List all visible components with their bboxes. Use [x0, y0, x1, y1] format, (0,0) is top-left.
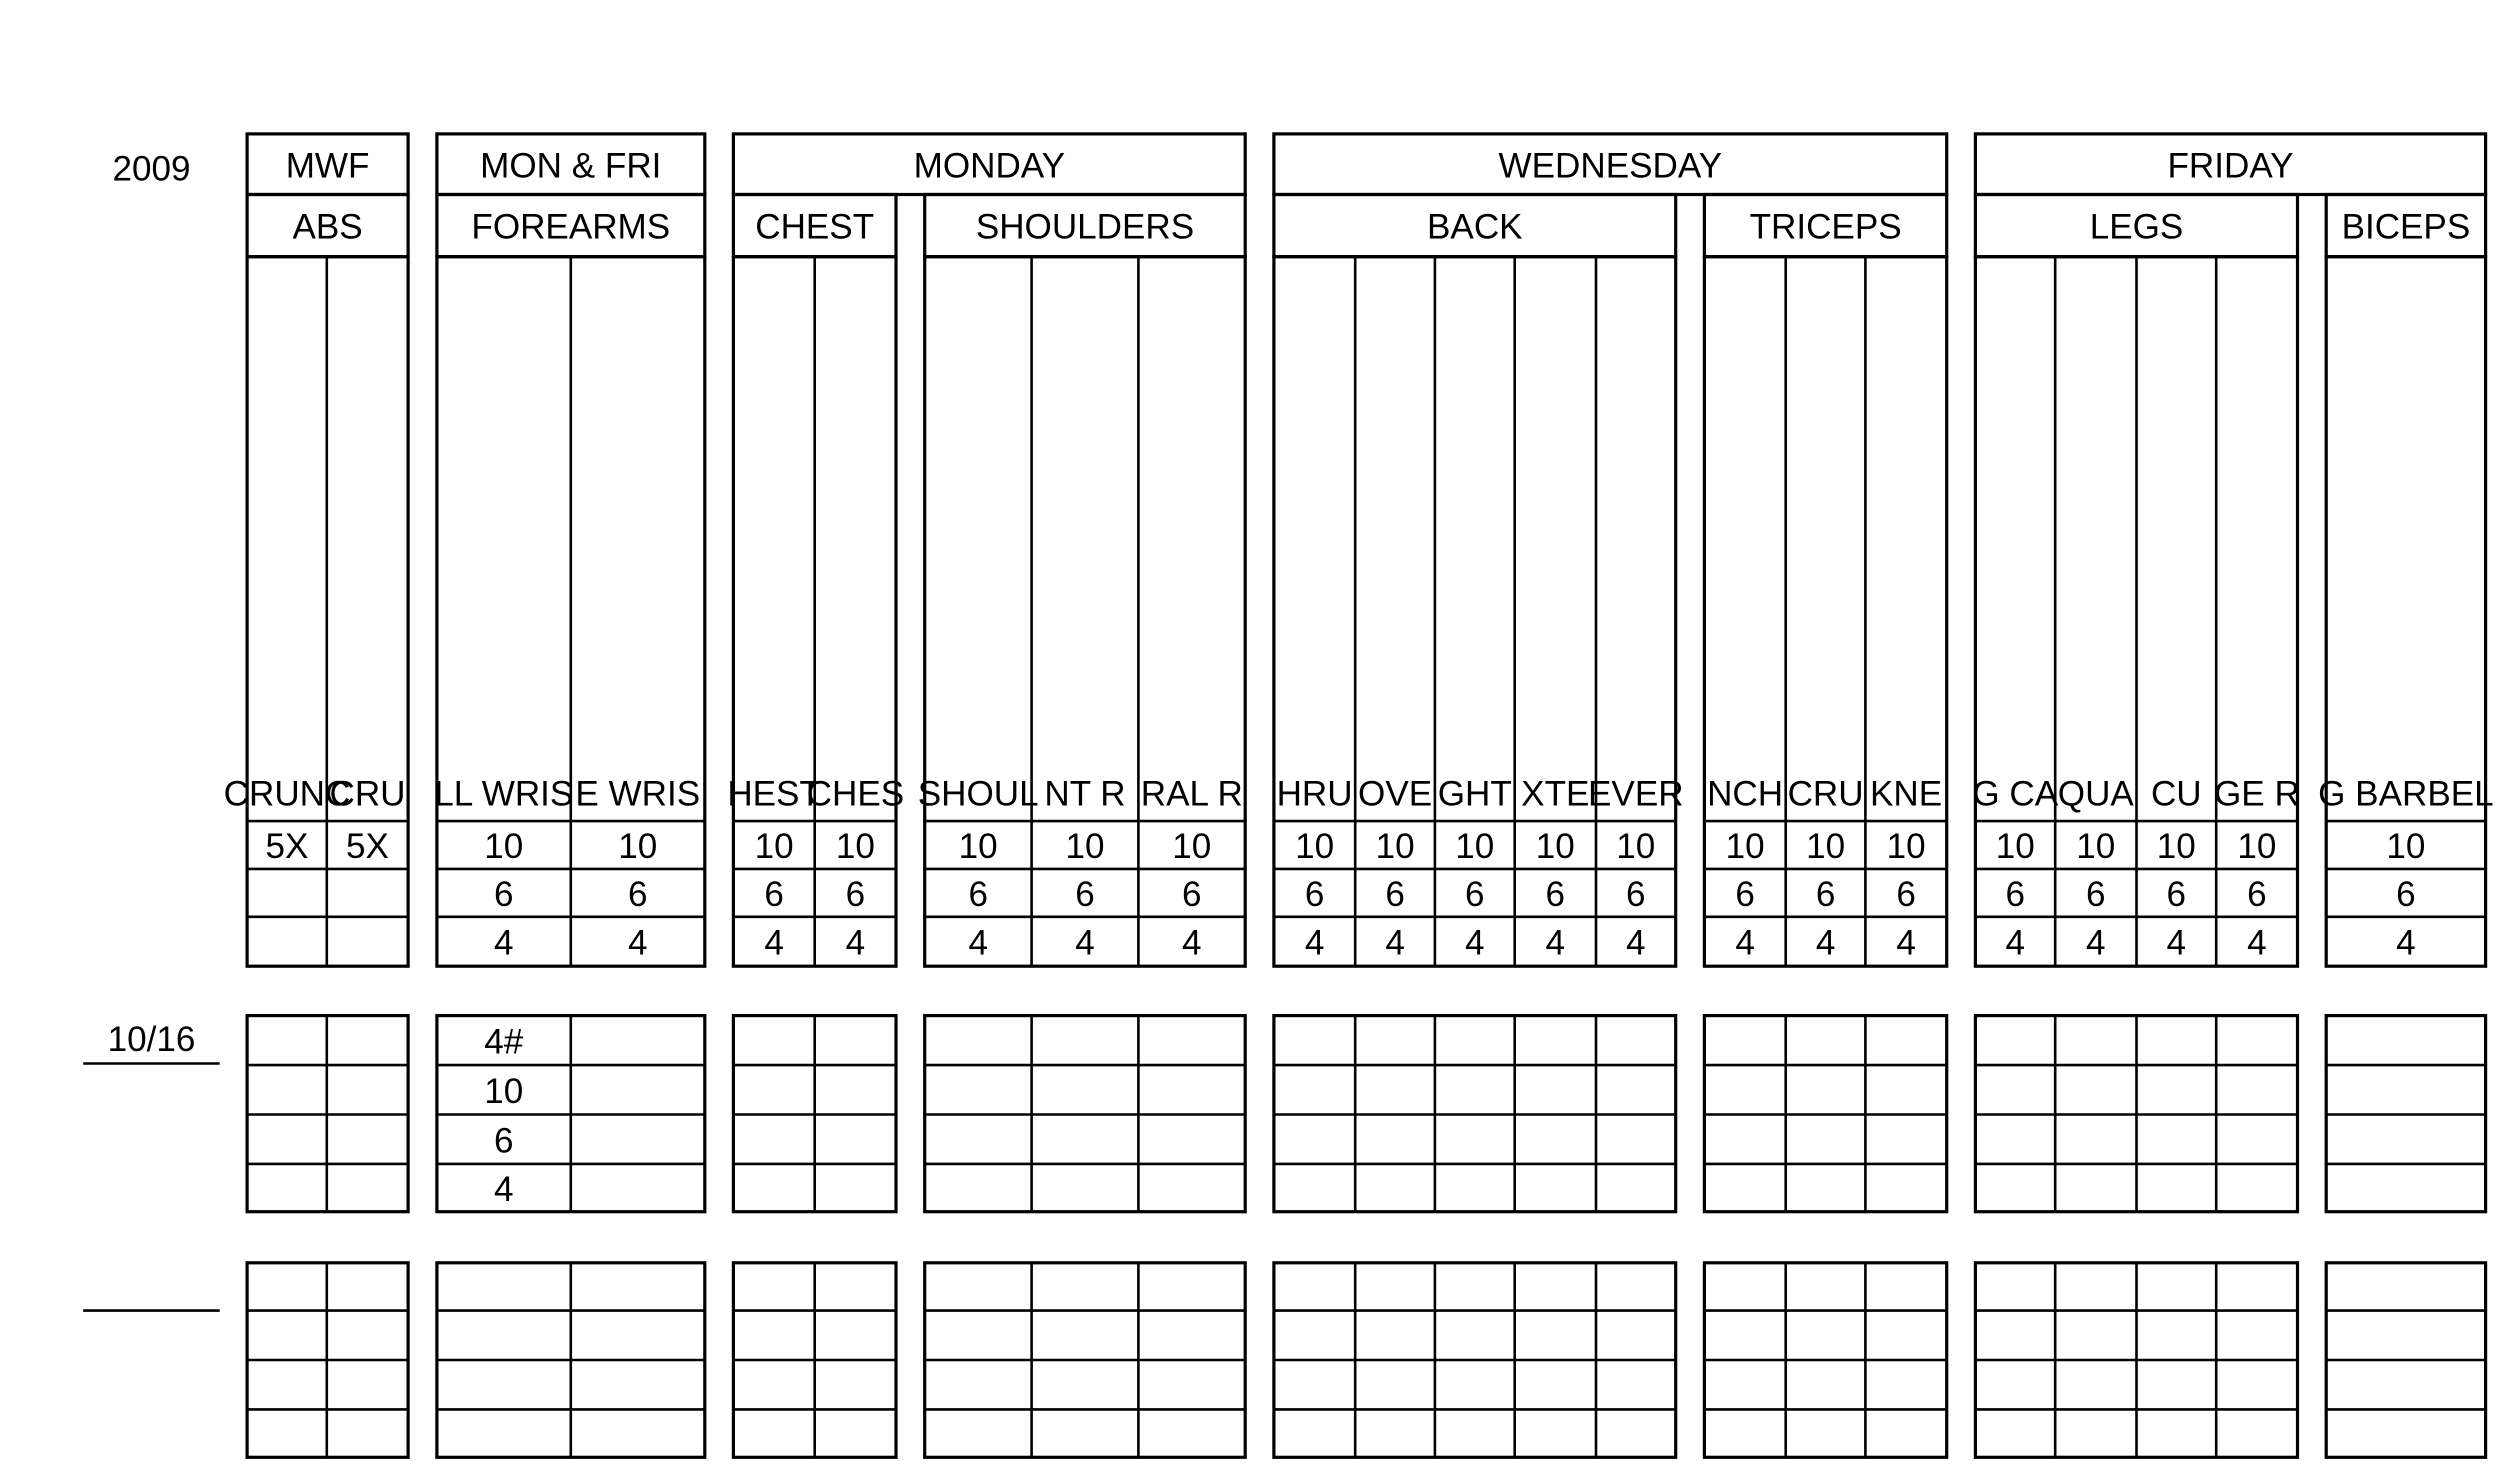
exercise-name: CU [2150, 774, 2202, 814]
set-reps-value: 4 [1304, 923, 1325, 963]
set-reps-value: 4 [1626, 923, 1646, 963]
set-reps-value: 4 [2247, 923, 2267, 963]
exercise-name: GHT [1437, 774, 1512, 814]
set-reps-value: 10 [958, 827, 998, 867]
log-date-label: 10/16 [107, 1020, 196, 1059]
set-reps-value: 10 [1995, 827, 2035, 867]
set-reps-value: 6 [1304, 875, 1325, 914]
set-reps-value: 6 [1626, 875, 1646, 914]
set-reps-value: 6 [1075, 875, 1095, 914]
day-header-wednesday: WEDNESDAY [1498, 146, 1723, 186]
muscle-header-back: BACK [1427, 207, 1523, 247]
set-reps-value: 5X [265, 827, 309, 867]
set-reps-value: 4 [1465, 923, 1485, 963]
day-header-mon-fri: MON & FRI [480, 146, 662, 186]
set-reps-value: 6 [1465, 875, 1485, 914]
set-reps-value: 4 [968, 923, 988, 963]
set-reps-value: 4 [1735, 923, 1755, 963]
exercise-name: RAL R [1140, 774, 1243, 814]
set-reps-value: 4 [1075, 923, 1095, 963]
set-reps-value: 10 [2156, 827, 2196, 867]
muscle-header-forearms: FOREARMS [471, 207, 671, 247]
muscle-header-chest: CHEST [755, 207, 875, 247]
set-reps-value: 10 [1375, 827, 1415, 867]
set-reps-value: 10 [2076, 827, 2116, 867]
set-reps-value: 5X [346, 827, 389, 867]
muscle-header-triceps: TRICEPS [1749, 207, 1902, 247]
set-reps-value: 4 [1545, 923, 1566, 963]
day-header-monday: MONDAY [913, 146, 1065, 186]
set-reps-value: 6 [1182, 875, 1202, 914]
set-reps-value: 4 [1385, 923, 1405, 963]
set-reps-value: 6 [2396, 875, 2416, 914]
exercise-name: CRUNC [223, 774, 351, 814]
set-reps-value: 6 [2086, 875, 2106, 914]
set-reps-value: 10 [1295, 827, 1335, 867]
set-reps-value: 6 [845, 875, 866, 914]
exercise-name: E WRIS [575, 774, 701, 814]
muscle-header-legs: LEGS [2089, 207, 2184, 247]
set-reps-value: 6 [1385, 875, 1405, 914]
set-reps-value: 10 [1806, 827, 1846, 867]
year-label: 2009 [112, 149, 191, 189]
set-reps-value: 4 [628, 923, 648, 963]
exercise-name: KNE [1870, 774, 1943, 814]
log-entry-value: 10 [484, 1071, 524, 1111]
exercise-name: NCH [1707, 774, 1784, 814]
set-reps-value: 4 [2166, 923, 2187, 963]
set-reps-value: 10 [1886, 827, 1926, 867]
set-reps-value: 10 [1616, 827, 1656, 867]
set-reps-value: 4 [494, 923, 514, 963]
set-reps-value: 10 [1065, 827, 1105, 867]
exercise-name: QUA [2057, 774, 2134, 814]
exercise-name: OVE [1358, 774, 1433, 814]
set-reps-value: 10 [754, 827, 794, 867]
set-reps-value: 4 [2086, 923, 2106, 963]
set-reps-value: 10 [2386, 827, 2426, 867]
set-reps-value: 4 [2005, 923, 2026, 963]
set-reps-value: 10 [1455, 827, 1495, 867]
set-reps-value: 10 [1725, 827, 1765, 867]
exercise-name: SHOUL [917, 774, 1039, 814]
exercise-name: XTE [1521, 774, 1590, 814]
exercise-name: NT R [1044, 774, 1126, 814]
exercise-name: CHES [806, 774, 905, 814]
exercise-name: EVER [1588, 774, 1684, 814]
muscle-header-abs: ABS [292, 207, 363, 247]
set-reps-value: 6 [1896, 875, 1916, 914]
log-entry-value: 4 [494, 1169, 514, 1209]
day-header-mwf: MWF [285, 146, 370, 186]
set-reps-value: 6 [1735, 875, 1755, 914]
set-reps-value: 4 [1182, 923, 1202, 963]
set-reps-value: 10 [2237, 827, 2277, 867]
set-reps-value: 6 [2005, 875, 2026, 914]
set-reps-value: 4 [1815, 923, 1836, 963]
set-reps-value: 6 [764, 875, 784, 914]
exercise-name: CRU [1787, 774, 1864, 814]
set-reps-value: 6 [1545, 875, 1566, 914]
exercise-name: GE R [2214, 774, 2300, 814]
set-reps-value: 6 [494, 875, 514, 914]
exercise-name: HRU [1276, 774, 1353, 814]
set-reps-value: 6 [1815, 875, 1836, 914]
exercise-name: LL WRIS [434, 774, 574, 814]
set-reps-value: 6 [968, 875, 988, 914]
exercise-name: CRU [329, 774, 406, 814]
exercise-name: G CA [1972, 774, 2059, 814]
log-entry-value: 4# [484, 1022, 524, 1062]
set-reps-value: 10 [618, 827, 658, 867]
set-reps-value: 6 [628, 875, 648, 914]
set-reps-value: 4 [2396, 923, 2416, 963]
set-reps-value: 4 [764, 923, 784, 963]
set-reps-value: 6 [2247, 875, 2267, 914]
set-reps-value: 10 [484, 827, 524, 867]
set-reps-value: 6 [2166, 875, 2187, 914]
set-reps-value: 10 [1172, 827, 1212, 867]
set-reps-value: 10 [835, 827, 875, 867]
set-reps-value: 4 [1896, 923, 1916, 963]
day-header-friday: FRIDAY [2167, 146, 2294, 186]
set-reps-value: 10 [1535, 827, 1575, 867]
exercise-name: G BARBEL [2318, 774, 2494, 814]
set-reps-value: 4 [845, 923, 866, 963]
log-entry-value: 6 [494, 1121, 514, 1161]
exercise-name: HEST [727, 774, 821, 814]
muscle-header-biceps: BICEPS [2341, 207, 2471, 247]
muscle-header-shoulders: SHOULDERS [975, 207, 1195, 247]
